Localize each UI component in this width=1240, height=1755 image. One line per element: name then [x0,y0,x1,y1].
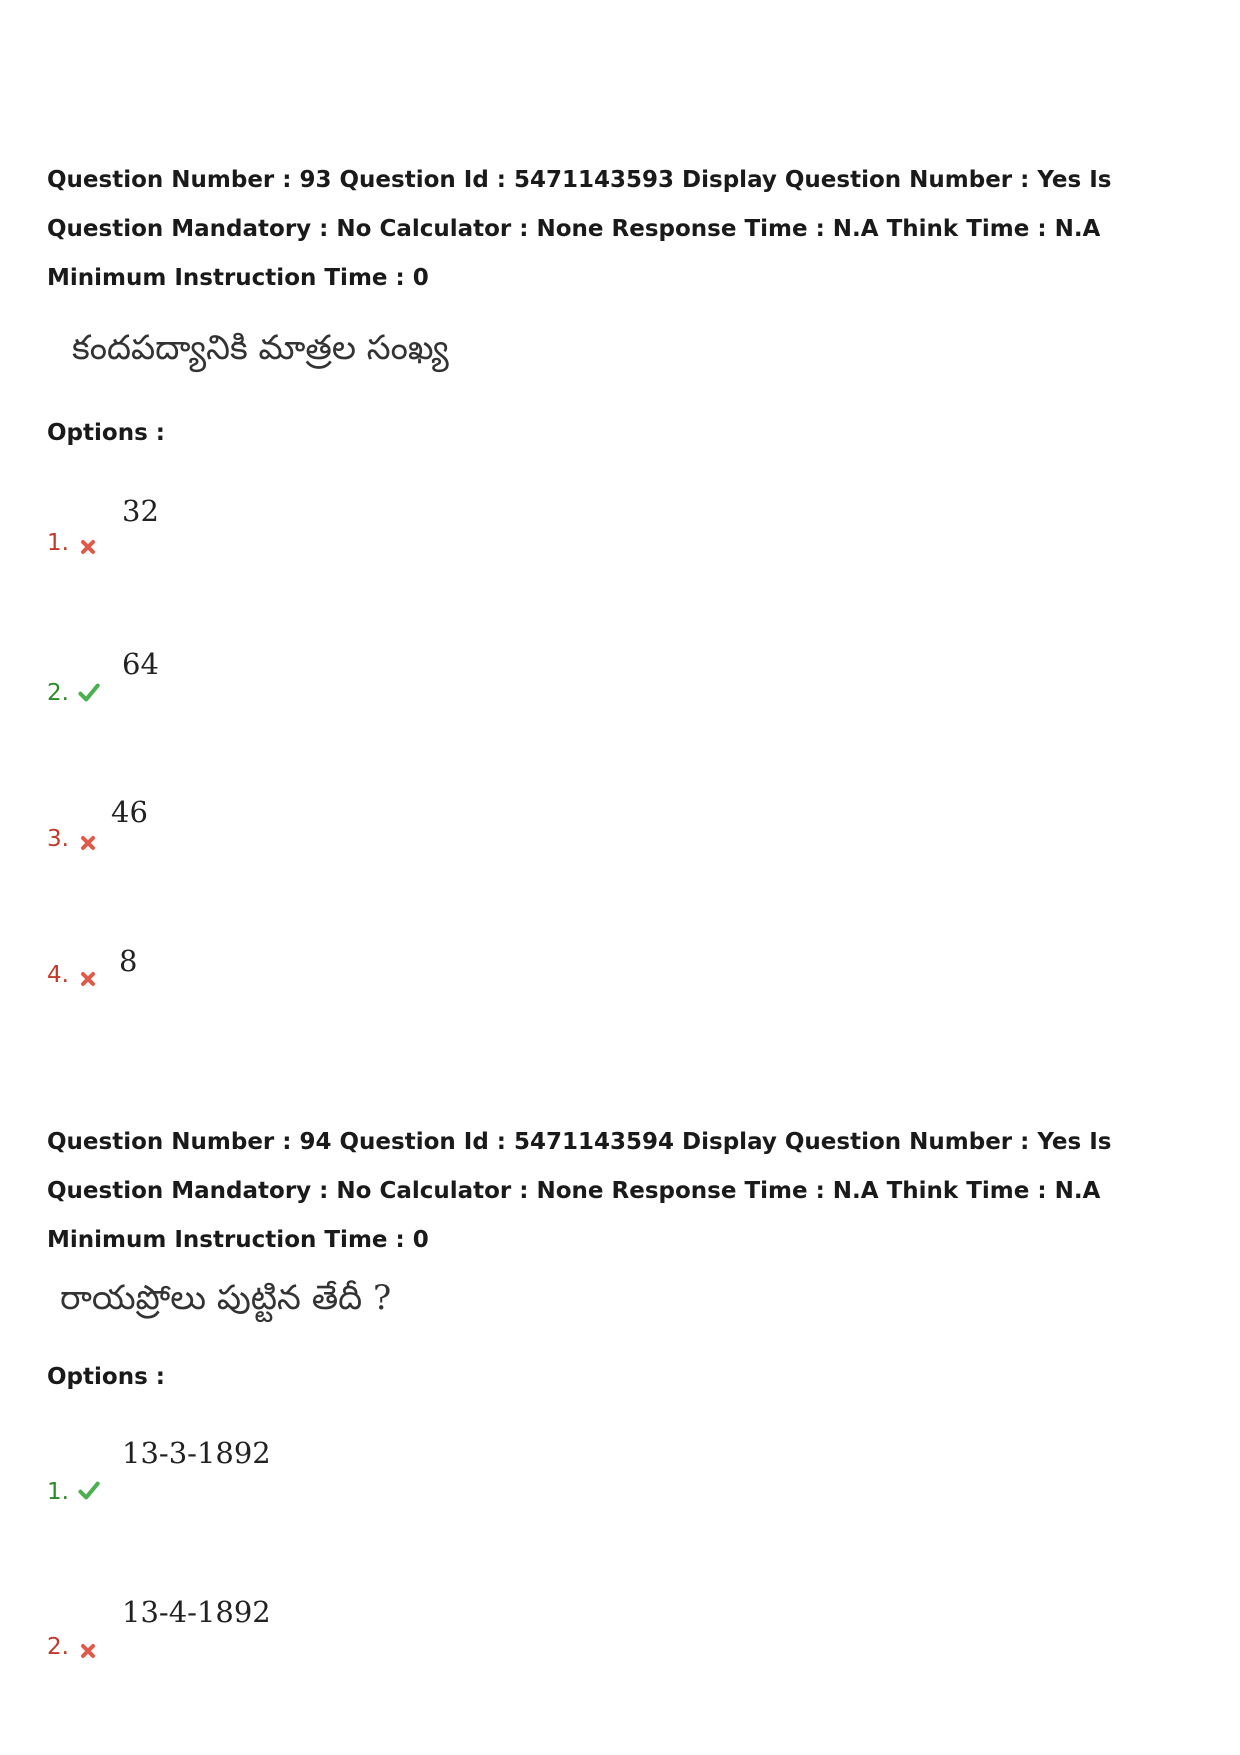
cross-icon [78,537,98,557]
check-icon [77,1479,100,1502]
option-value: 32 [122,494,159,528]
option-number: 2. [47,680,69,706]
option-number: 1. [47,530,69,556]
options-heading: Options : [47,1364,165,1390]
options-heading: Options : [47,420,165,446]
cross-icon [78,969,98,989]
option-number: 1. [47,1479,69,1505]
option-number: 4. [47,962,69,988]
question-text: రాయప్రోలు పుట్టిన తేదీ ? [60,1278,392,1318]
option-value: 46 [111,795,148,829]
option-value: 13-4-1892 [122,1595,271,1629]
option-value: 13-3-1892 [122,1436,271,1470]
question-meta: Question Number : 94 Question Id : 5471143594 Display Question Number : Yes Is Question Mandatory : No Calculator : None Response Time : N.A Think Time : N.A Minimum Instruction Time : 0 [47,1129,1112,1253]
cross-icon [78,1641,98,1661]
check-icon [77,681,100,704]
option-number: 3. [47,826,69,852]
question-text: కందపద్యానికి మాత్రల సంఖ్య [72,328,449,368]
question-meta: Question Number : 93 Question Id : 5471143593 Display Question Number : Yes Is Question Mandatory : No Calculator : None Response Time : N.A Think Time : N.A Minimum Instruction Time : 0 [47,167,1112,291]
option-value: 64 [122,647,159,681]
cross-icon [78,833,98,853]
option-value: 8 [119,944,138,978]
option-number: 2. [47,1634,69,1660]
